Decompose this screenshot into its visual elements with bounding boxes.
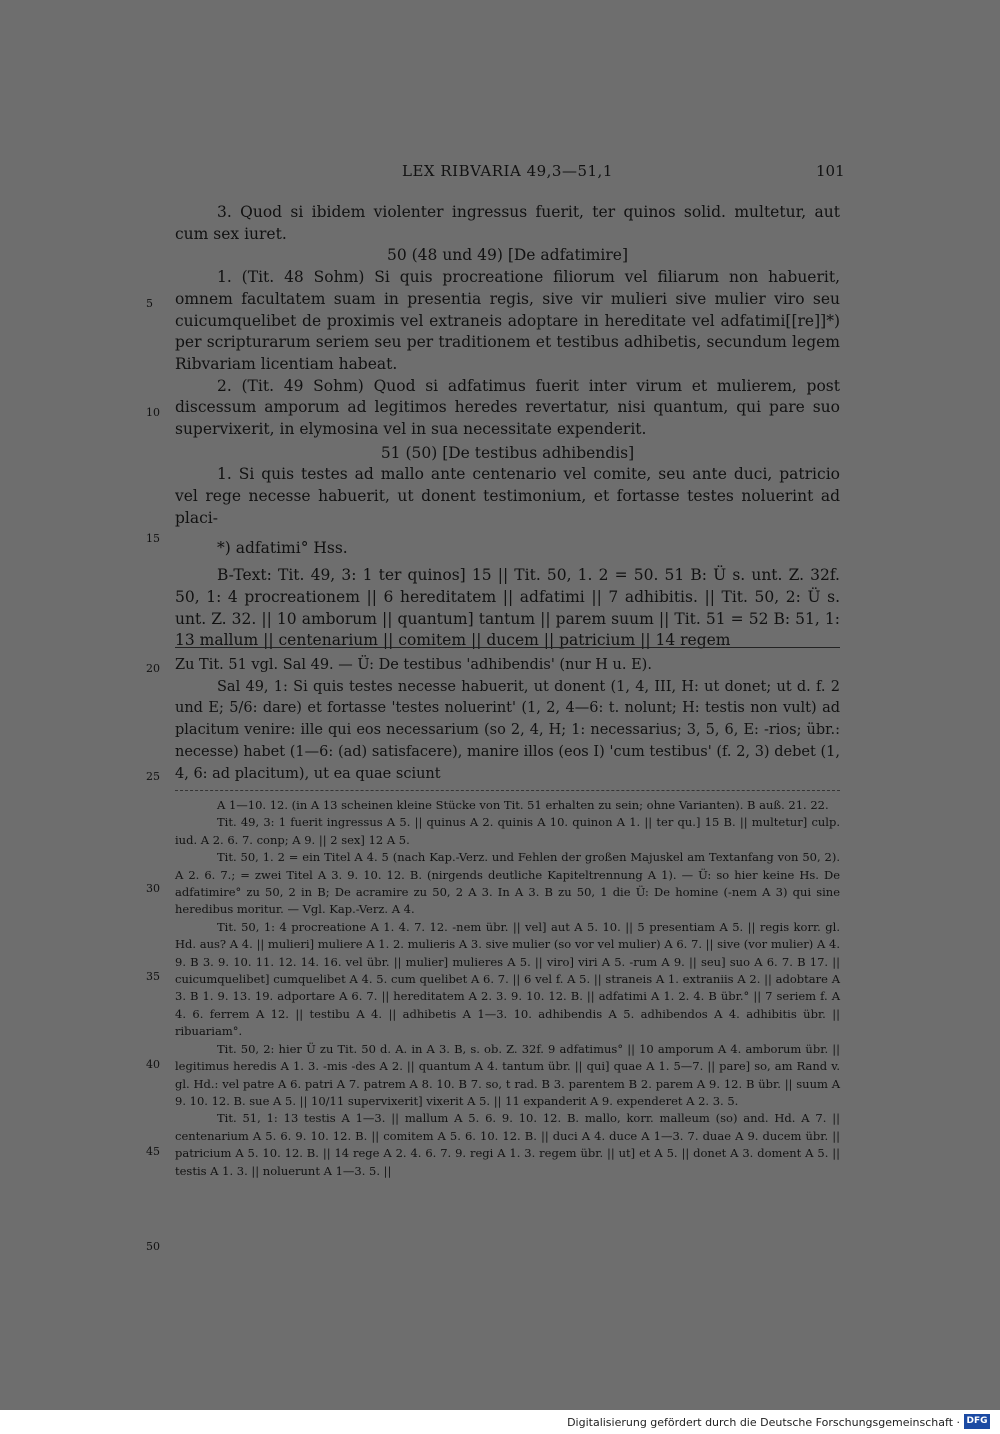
paragraph-51-1: 1. Si quis testes ad mallo ante centenario vel comite, seu ante duci, patricio vel rege necesse habuerit, ut donent testimonium, et fortasse testes noluerint ad placi-: [175, 465, 840, 527]
line-number: 20: [146, 662, 160, 675]
apparatus-49-3: Tit. 49, 3: 1 fuerit ingressus A 5. || quinus A 2. quinis A 10. quinon A 1. || ter qu.] 15 B. || multetur] culp. iud. A 2. 6. 7. conp; A 9. || 2 sex] 12 A 5.: [175, 815, 840, 847]
line-number: 30: [146, 882, 160, 895]
line-number: 15: [146, 532, 160, 545]
divider-rule: [175, 647, 840, 648]
footer-credit: Digitalisierung gefördert durch die Deutsche Forschungsgemeinschaft ·: [567, 1416, 960, 1429]
critical-apparatus: [175, 797, 840, 1180]
page-number: 101: [816, 162, 845, 180]
parallel-notes: [175, 655, 840, 785]
dfg-logo-icon: DFG: [964, 1414, 990, 1429]
line-number: 25: [146, 770, 160, 783]
divider-rule-dashed: [175, 790, 840, 791]
line-number: 10: [146, 406, 160, 419]
apparatus-manuscripts: A 1—10. 12. (in A 13 scheinen kleine Stücke von Tit. 51 erhalten zu sein; ohne Varianten). B auß. 21. 22.: [217, 798, 829, 812]
running-head: LEX RIBVARIA 49,3—51,1: [402, 162, 613, 180]
line-number: 40: [146, 1058, 160, 1071]
b-text-apparatus: B-Text: Tit. 49, 3: 1 ter quinos] 15 || Tit. 50, 1. 2 = 50. 51 B: Ü s. unt. Z. 32f. 50, 1: 4 procreationem || 6 hereditatem || adfatimi || 7 adhibitis. || Tit. 50, 2: Ü s. unt. Z. 32. || 10 amborum || quantum] tantum || parem suum || Tit. 51 = 52 B: 51, 1: 13 mallum || centenarium || comitem || ducem || patricium || 14 regem: [175, 566, 840, 650]
line-number: 5: [146, 297, 153, 310]
line-number: 35: [146, 970, 160, 983]
paragraph-50-1: 1. (Tit. 48 Sohm) Si quis procreatione filiorum vel filiarum non habuerit, omnem facultatem suam in presentia regis, sive vir mulieri sive mulier viro seu cuicumquelibet de proximis vel extraneis adoptare in hereditate vel adfatimi[[re]]*) per scripturarum seriem seu per traditionem et testibus adhibetis, secundum legem Ribvariam licentiam habeat.: [175, 268, 840, 373]
footnote: *) adfatimi° Hss.: [217, 538, 348, 557]
main-text: [175, 202, 840, 652]
note-sal-49: Sal 49, 1: Si quis testes necesse habuerit, ut donent (1, 4, III, H: ut donet; ut d. f. 2 und E; 5/6: dare) et fortasse 'testes noluerint' (1, 2, 4—6: t. nolunt; H: testis non vult) ad placitum venire: ille qui eos necessarium (so 2, 4, H; 1: necessarius; 3, 5, 6, E: -rios; übr.: necesse) habet (1—6: (ad) satisfacere), manire illos (eos I) 'cum testibus' (f. 2, 3) debet (1, 4, 6: ad placitum), ut ea quae sciunt: [175, 678, 840, 782]
apparatus-50-2: Tit. 50, 2: hier Ü zu Tit. 50 d. A. in A 3. B, s. ob. Z. 32f. 9 adfatimus° || 10 amporum A 4. amborum übr. || legitimus heredis A 1. 3. -mis -des A 2. || quantum A 4. tantum übr. || qui] quae A 1. 5—7. || pare] so, am Rand v. gl. Hd.: vel patre A 6. patri A 7. patrem A 8. 10. B 7. so, t rad. B 3. parentem B 2. parem A 9. 12. B übr. || suum A 9. 10. 12. B. sue A 5. || 10/11 supervixerit] vixerit A 5. || 11 expanderit A 9. expenderet A 2. 3. 5.: [175, 1041, 840, 1108]
note-zu-51: Zu Tit. 51 vgl. Sal 49. — Ü: De testibus 'adhibendis' (nur H u. E).: [175, 657, 652, 673]
line-number: 45: [146, 1145, 160, 1158]
line-number: 50: [146, 1240, 160, 1253]
apparatus-50-1: Tit. 50, 1: 4 procreatione A 1. 4. 7. 12. -nem übr. || vel] aut A 5. 10. || 5 presentiam A 5. || regis korr. gl. Hd. aus? A 4. || mulieri] muliere A 1. 2. mulieris A 3. sive mulier (so vor vel mulier) A 6. 7. || sive (vor mulier) A 4. 9. B 3. 9. 10. 11. 12. 14. 16. vel übr. || mulier] mulieres A 5. || viro] viri A 5. -rum A 9. || seu] suo A 6. 7. B 17. || cuicumquelibet] cumquelibet A 4. 5. cum quelibet A 6. 7. || 6 vel f. A 5. || straneis A 1. extraniis A 2. || adobtare A 3. B 1. 9. 13. 19. adportare A 6. 7. || hereditatem A 2. 3. 9. 10. 12. B. || adfatimi A 1. 2. 4. B übr.° || 7 seriem f. A 4. 6. ferrem A 12. || testibu A 4. || adhibetis A 1—3. 10. adhibendis A 5. adhibendos A 4. adhibitis übr. || ribuariam°.: [175, 919, 840, 1039]
paragraph-50-2: 2. (Tit. 49 Sohm) Quod si adfatimus fuerit inter virum et mulierem, post discessum amporum ad legitimos heredes revertatur, nisi quantum, qui pare suo supervixerit, in elymosina vel in sua necessitate expenderit.: [175, 376, 840, 439]
paragraph-49-3: 3. Quod si ibidem violenter ingressus fuerit, ter quinos solid. multetur, aut cum sex iuret.: [175, 203, 840, 243]
title-heading-50: 50 (48 und 49) [De adfatimire]: [386, 246, 629, 265]
apparatus-51-1: Tit. 51, 1: 13 testis A 1—3. || mallum A 5. 6. 9. 10. 12. B. mallo, korr. malleum (so) and. Hd. A 7. || centenarium A 5. 6. 9. 10. 12. B. || comitem A 5. 6. 10. 12. B. || duci A 4. duce A 1—3. 7. duae A 9. ducem übr. || patricium A 5. 10. 12. B. || 14 rege A 2. 4. 6. 7. 9. regi A 1. 3. regem übr. || ut] et A 5. || donet A 3. doment A 5. || testis A 1. 3. || noluerunt A 1—3. 5. ||: [175, 1111, 840, 1178]
title-heading-51: 51 (50) [De testibus adhibendis]: [380, 443, 635, 462]
apparatus-50-title: Tit. 50, 1. 2 = ein Titel A 4. 5 (nach Kap.-Verz. und Fehlen der großen Majuskel am Textanfang von 50, 2). A 2. 6. 7.; = zwei Titel A 3. 9. 10. 12. B. (nirgends deutliche Kapiteltrennung A 1). — Ü: so hier keine Hs. De adfatimire° zu 50, 2 in B; De acramire zu 50, 2 A 3. In A 3. B zu 50, 1 die Ü: De homine (-nem A 3) qui sine heredibus moritur. — Vgl. Kap.-Verz. A 4.: [175, 850, 840, 917]
